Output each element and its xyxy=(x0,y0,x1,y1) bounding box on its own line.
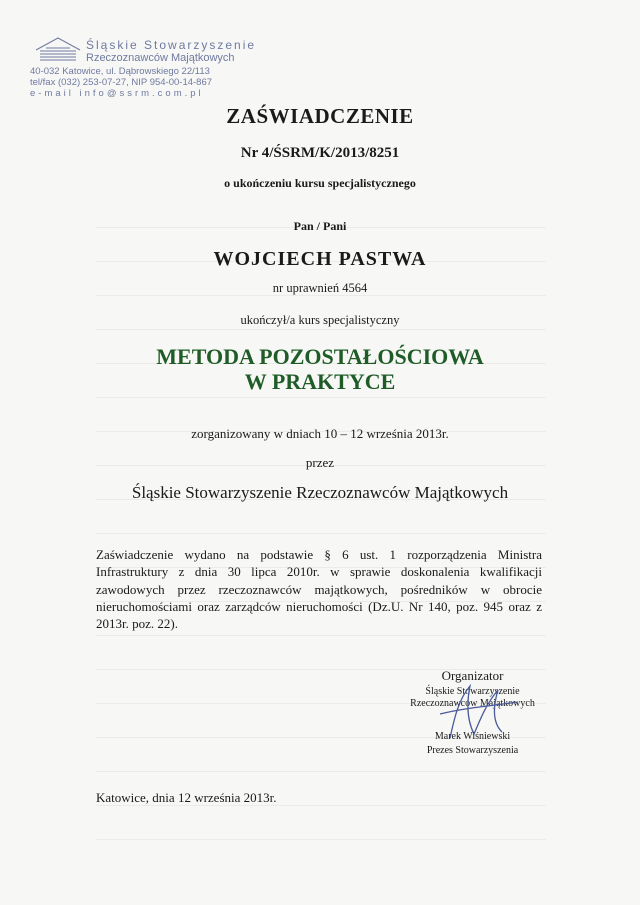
signer-name: Marek Wiśniewski xyxy=(434,731,511,742)
completed-text: ukończył/a kurs specjalistyczny xyxy=(240,313,400,327)
recipient-name: WOJCIECH PASTWA xyxy=(213,248,427,270)
by-text: przez xyxy=(305,455,335,470)
salutation: Pan / Pani xyxy=(293,219,347,233)
stamp-line-1: Śląskie Stowarzyszenie xyxy=(86,38,257,52)
stamp-line-2: Rzeczoznawców Majątkowych xyxy=(86,52,235,64)
signer-title: Prezes Stowarzyszenia xyxy=(426,745,519,756)
stamp-phone: tel/fax (032) 253-07-27, NIP 954-00-14-867 xyxy=(30,77,213,88)
stamp-email: e-mail info@ssrm.com.pl xyxy=(30,88,204,99)
certificate-subtitle: o ukończeniu kursu specjalistycznego xyxy=(224,176,416,190)
stamp-address: 40-032 Katowice, ul. Dąbrowskiego 22/113 xyxy=(30,66,210,77)
signer-block xyxy=(400,730,545,758)
organizer-role: Organizator xyxy=(441,668,504,683)
organizer-name-line-2: Rzeczoznawców Majątkowych xyxy=(410,698,535,709)
association-name: Śląskie Stowarzyszenie Rzeczoznawców Majątkowych xyxy=(131,483,509,502)
organizer-name-line-1: Śląskie Stowarzyszenie xyxy=(425,686,520,697)
certificate-title: ZAŚWIADCZENIE xyxy=(226,104,414,128)
course-name-line-2: W PRAKTYCE xyxy=(244,369,396,394)
course-dates: zorganizowany w dniach 10 – 12 września 2013r. xyxy=(191,426,449,441)
certificate-number: Nr 4/ŚSRM/K/2013/8251 xyxy=(240,145,400,161)
place-and-date: Katowice, dnia 12 września 2013r. xyxy=(96,790,277,805)
house-logo-icon xyxy=(32,36,84,64)
course-name-line-1: METODA POZOSTAŁOŚCIOWA xyxy=(156,344,484,369)
course-name xyxy=(0,344,640,394)
legal-basis-paragraph: Zaświadczenie wydano na podstawie § 6 ust. 1 rozporządzenia Ministra Infrastruktury z dnia 30 lipca 2010r. w sprawie doskonalenia kwalifikacji zawodowych przez rzeczoznawców majątkowych, pośredników w obrocie nieruchomościami oraz zarządców nieruchomości (Dz.U. Nr 140, poz. 945 oraz z 2013r. poz. 22). xyxy=(96,547,542,632)
license-number: nr uprawnień 4564 xyxy=(272,281,368,295)
